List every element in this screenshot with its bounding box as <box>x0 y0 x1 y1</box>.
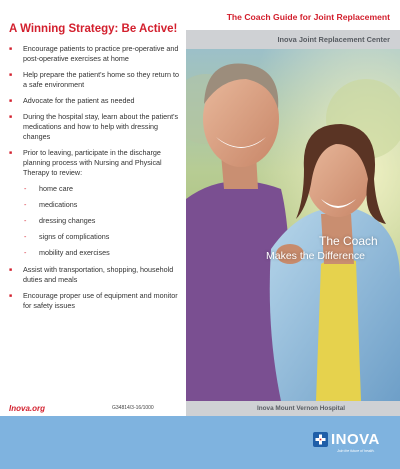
website-link[interactable]: Inova.org <box>9 404 46 413</box>
strategy-item: ■ Advocate for the patient as needed <box>9 96 183 106</box>
strategy-list <box>9 44 183 317</box>
strategy-item: ■ Help prepare the patient's home so they return to a safe environment <box>9 70 183 90</box>
cover-title: The Coach Guide for Joint Replacement <box>226 12 390 22</box>
tagline-line-1: The Coach <box>319 234 378 248</box>
inova-logo-name: INOVA <box>331 431 380 448</box>
review-list <box>23 184 183 259</box>
strategy-item <box>9 148 183 259</box>
document-code: G34814/3-16/1000 <box>112 405 154 411</box>
inova-shield-icon <box>313 432 328 447</box>
tagline-line-2: Makes the Difference <box>266 250 366 262</box>
center-label: Inova Joint Replacement Center <box>277 35 390 44</box>
hospital-label: Inova Mount Vernon Hospital <box>256 405 346 412</box>
review-item: - medications <box>23 200 183 210</box>
couple-photo <box>186 49 400 401</box>
review-item: - dressing changes <box>23 216 183 226</box>
strategy-item: ■ During the hospital stay, learn about the patient's medications and how to help with dressing changes <box>9 112 183 143</box>
review-item: - home care <box>23 184 183 194</box>
strategy-item: ■ Encourage proper use of equipment and monitor for safety issues <box>9 291 183 311</box>
strategy-heading: A Winning Strategy: Be Active! <box>9 23 178 35</box>
inova-logo-tagline: Join the future of health. <box>337 449 375 453</box>
left-panel <box>0 0 186 416</box>
strategy-item: ■ Assist with transportation, shopping, household duties and meals <box>9 265 183 285</box>
inova-logo <box>313 431 393 459</box>
strategy-item-text: Prior to leaving, participate in the discharge planning process with Nursing and Physical Therapy to review: <box>23 148 162 178</box>
strategy-item: ■ Encourage patients to practice pre-operative and post-operative exercises at home <box>9 44 183 64</box>
review-item: - mobility and exercises <box>23 248 183 258</box>
review-item: - signs of complications <box>23 232 183 242</box>
